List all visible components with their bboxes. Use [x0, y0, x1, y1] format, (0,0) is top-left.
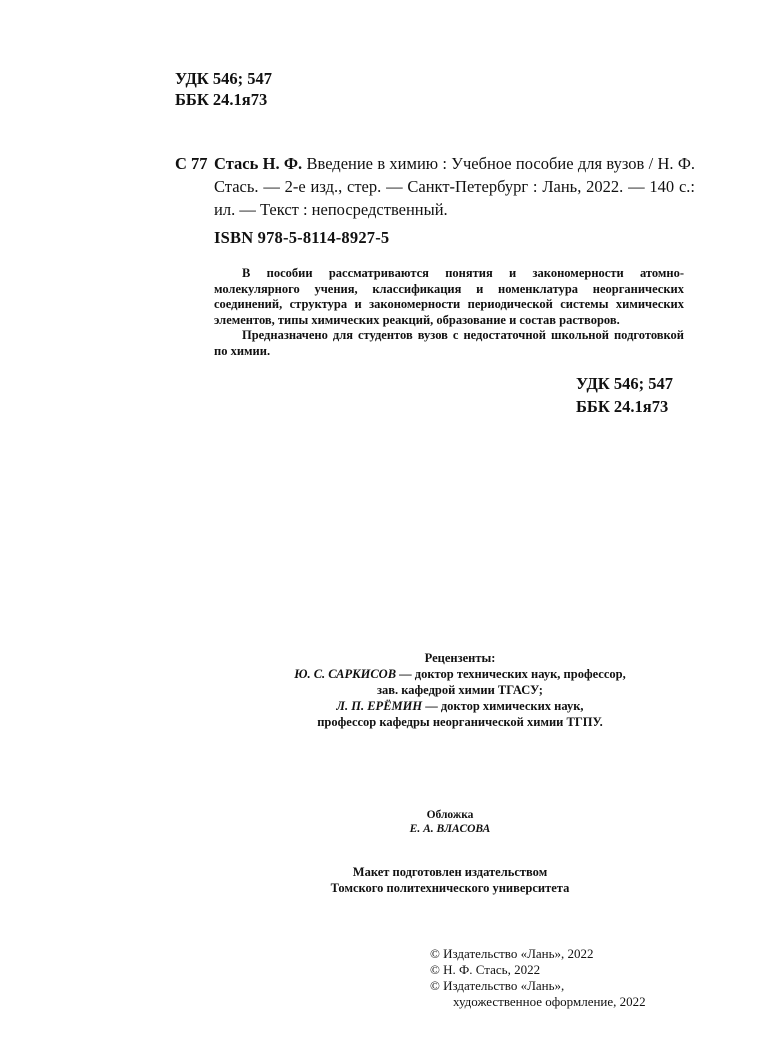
annotation-paragraph-1: В пособии рассматриваются понятия и закономерности атомно-молекулярного учения, классификация и номенклатура неорганических соединений, структура и закономерности периодической системы химических элементов, типы химических реакций, образование и состав растворов. [214, 266, 684, 327]
copyright-line-3: © Издательство «Лань», [430, 978, 565, 993]
annotation [214, 266, 684, 359]
copyright-line-2: © Н. Ф. Стась, 2022 [430, 962, 541, 977]
reviewer-2-desc: — доктор химических наук, [425, 699, 584, 713]
reviewer-2 [240, 698, 680, 714]
cover-title: Обложка [426, 809, 474, 821]
reviewer-2-desc-2: профессор кафедры неорганической химии ТГПУ. [317, 715, 603, 729]
layout-credit [240, 864, 660, 896]
udk-code-bottom: УДК 546; 547 [576, 374, 674, 393]
reviewer-1-name: Ю. С. САРКИСОВ [294, 667, 397, 681]
udk-code: УДК 546; 547 [175, 69, 273, 88]
annotation-paragraph-2: Предназначено для студентов вузов с недостаточной школьной подготовкой по химии. [214, 328, 684, 358]
author-heading: Стась Н. Ф. [214, 154, 303, 173]
bbk-code-bottom: ББК 24.1я73 [576, 397, 669, 416]
cover-credit [340, 808, 560, 836]
top-classification [175, 68, 272, 110]
bottom-classification [576, 372, 673, 418]
layout-credit-line-2: Томского политехнического университета [330, 881, 570, 895]
copyright-line-4: художественное оформление, 2022 [453, 994, 646, 1009]
reviewer-1 [240, 666, 680, 682]
author-mark: С 77 [175, 154, 208, 173]
copyright-block [430, 946, 646, 1010]
bibliographic-record [214, 152, 695, 221]
reviewers-block [240, 650, 680, 730]
reviewer-2-name: Л. П. ЕРЁМИН [336, 699, 423, 713]
reviewers-title: Рецензенты: [424, 651, 496, 665]
bibliographic-text: Введение в химию : Учебное пособие для вузов / Н. Ф. Стась. — 2-е изд., стер. — Санкт-Петербург : Лань, 2022. — 140 с.: ил. — Текст : непосредственный. [214, 154, 696, 219]
catalog-entry [175, 152, 695, 221]
reviewer-1-desc-2: зав. кафедрой химии ТГАСУ; [377, 683, 543, 697]
cover-artist: Е. А. ВЛАСОВА [409, 823, 491, 835]
isbn: ISBN 978-5-8114-8927-5 [214, 228, 390, 247]
copyright-line-1: © Издательство «Лань», 2022 [430, 946, 594, 961]
reviewer-1-desc: — доктор технических наук, профессор, [399, 667, 626, 681]
bbk-code: ББК 24.1я73 [175, 90, 268, 109]
layout-credit-line-1: Макет подготовлен издательством [352, 865, 548, 879]
